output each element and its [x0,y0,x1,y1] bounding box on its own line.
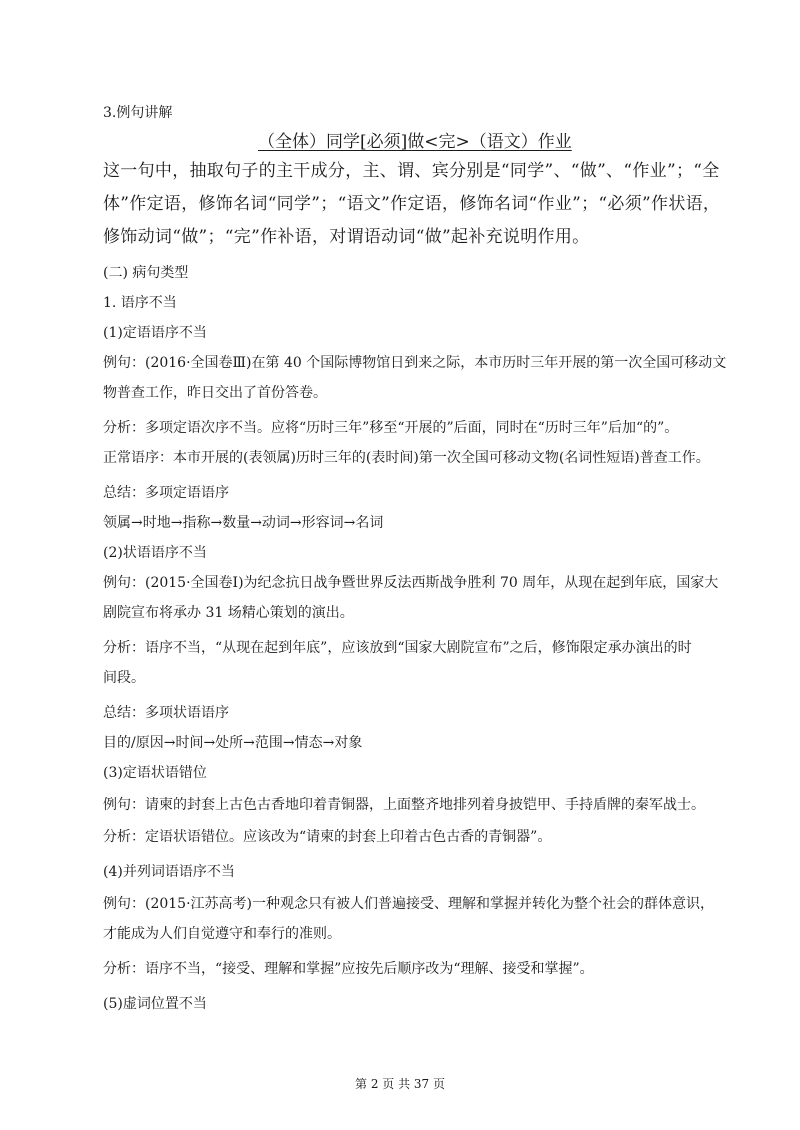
subcategory-heading: (5)虚词位置不当 [103,996,207,1012]
subcategory-heading: (4)并列词语语序不当 [103,864,235,880]
subcategory-heading: (3)定语状语错位 [103,765,207,781]
example-line: 例句：(2015·江苏高考)一种观念只有被人们普遍接受、理解和掌握并转化为整个社会的群体意识， [103,896,715,912]
section-heading: 3.例句讲解 [103,105,173,121]
analysis-line: 分析：多项定语次序不当。应将“历时三年”移至“开展的”后面，同时在“历时三年”后加“的”。 [103,420,679,436]
analysis-line: 分析：语序不当，“从现在起到年底”，应该放到“国家大剧院宣布”之后，修饰限定承办演出的时 [103,640,692,656]
explanation-line: 体”作定语，修饰名词“同学”；“语文”作定语，修饰名词“作业”；“必须”作状语， [103,194,721,214]
analysis-line: 分析：语序不当，“接受、理解和掌握”应按先后顺序改为“理解、接受和掌握”。 [103,961,594,977]
page-footer: 第 2 页 共 37 页 [355,1077,445,1091]
example-line: 例句：(2016·全国卷Ⅲ)在第 40 个国际博物馆日到来之际，本市历时三年开展的第一次全国可移动文 [103,355,727,371]
summary-line: 总结：多项定语语序 [103,485,229,501]
explanation-line: 这一句中，抽取句子的主干成分，主、谓、宾分别是“同学”、“做”、“作业”；“全 [103,161,720,181]
analysis-line: 间段。 [103,670,145,686]
subcategory-heading: (1)定语语序不当 [103,325,207,341]
example-line: 例句：(2015·全国卷Ⅰ)为纪念抗日战争暨世界反法西斯战争胜利 70 周年，从现在起到年底，国家大 [103,575,719,591]
analysis-line: 分析：定语状语错位。应该改为“请柬的封套上印着古色古香的青铜器”。 [103,829,552,845]
subsection-heading: (二) 病句类型 [103,265,189,281]
summary-line: 总结：多项状语语序 [103,705,229,721]
example-line: 物普查工作，昨日交出了首份答卷。 [103,385,327,401]
example-sentence: （全体）同学[必须]做<完>（语文）作业 [258,132,572,152]
order-sequence: 目的/原因→时间→处所→范围→情态→对象 [103,735,363,751]
example-line: 例句：请柬的封套上古色古香地印着青铜器，上面整齐地排列着身披铠甲、手持盾牌的秦军战士。 [103,797,705,813]
example-line: 才能成为人们自觉遵守和奉行的准则。 [103,926,341,942]
example-line: 剧院宣布将承办 31 场精心策划的演出。 [103,605,354,621]
order-sequence: 领属→时地→指称→数量→动词→形容词→名词 [103,515,384,531]
category-heading: 1. 语序不当 [103,295,177,311]
normal-order-line: 正常语序：本市开展的(表领属)历时三年的(表时间)第一次全国可移动文物(名词性短语)普查工作。 [103,450,710,466]
explanation-line: 修饰动词“做”；“完”作补语，对谓语动词“做”起补充说明作用。 [103,227,590,247]
subcategory-heading: (2)状语语序不当 [103,545,207,561]
